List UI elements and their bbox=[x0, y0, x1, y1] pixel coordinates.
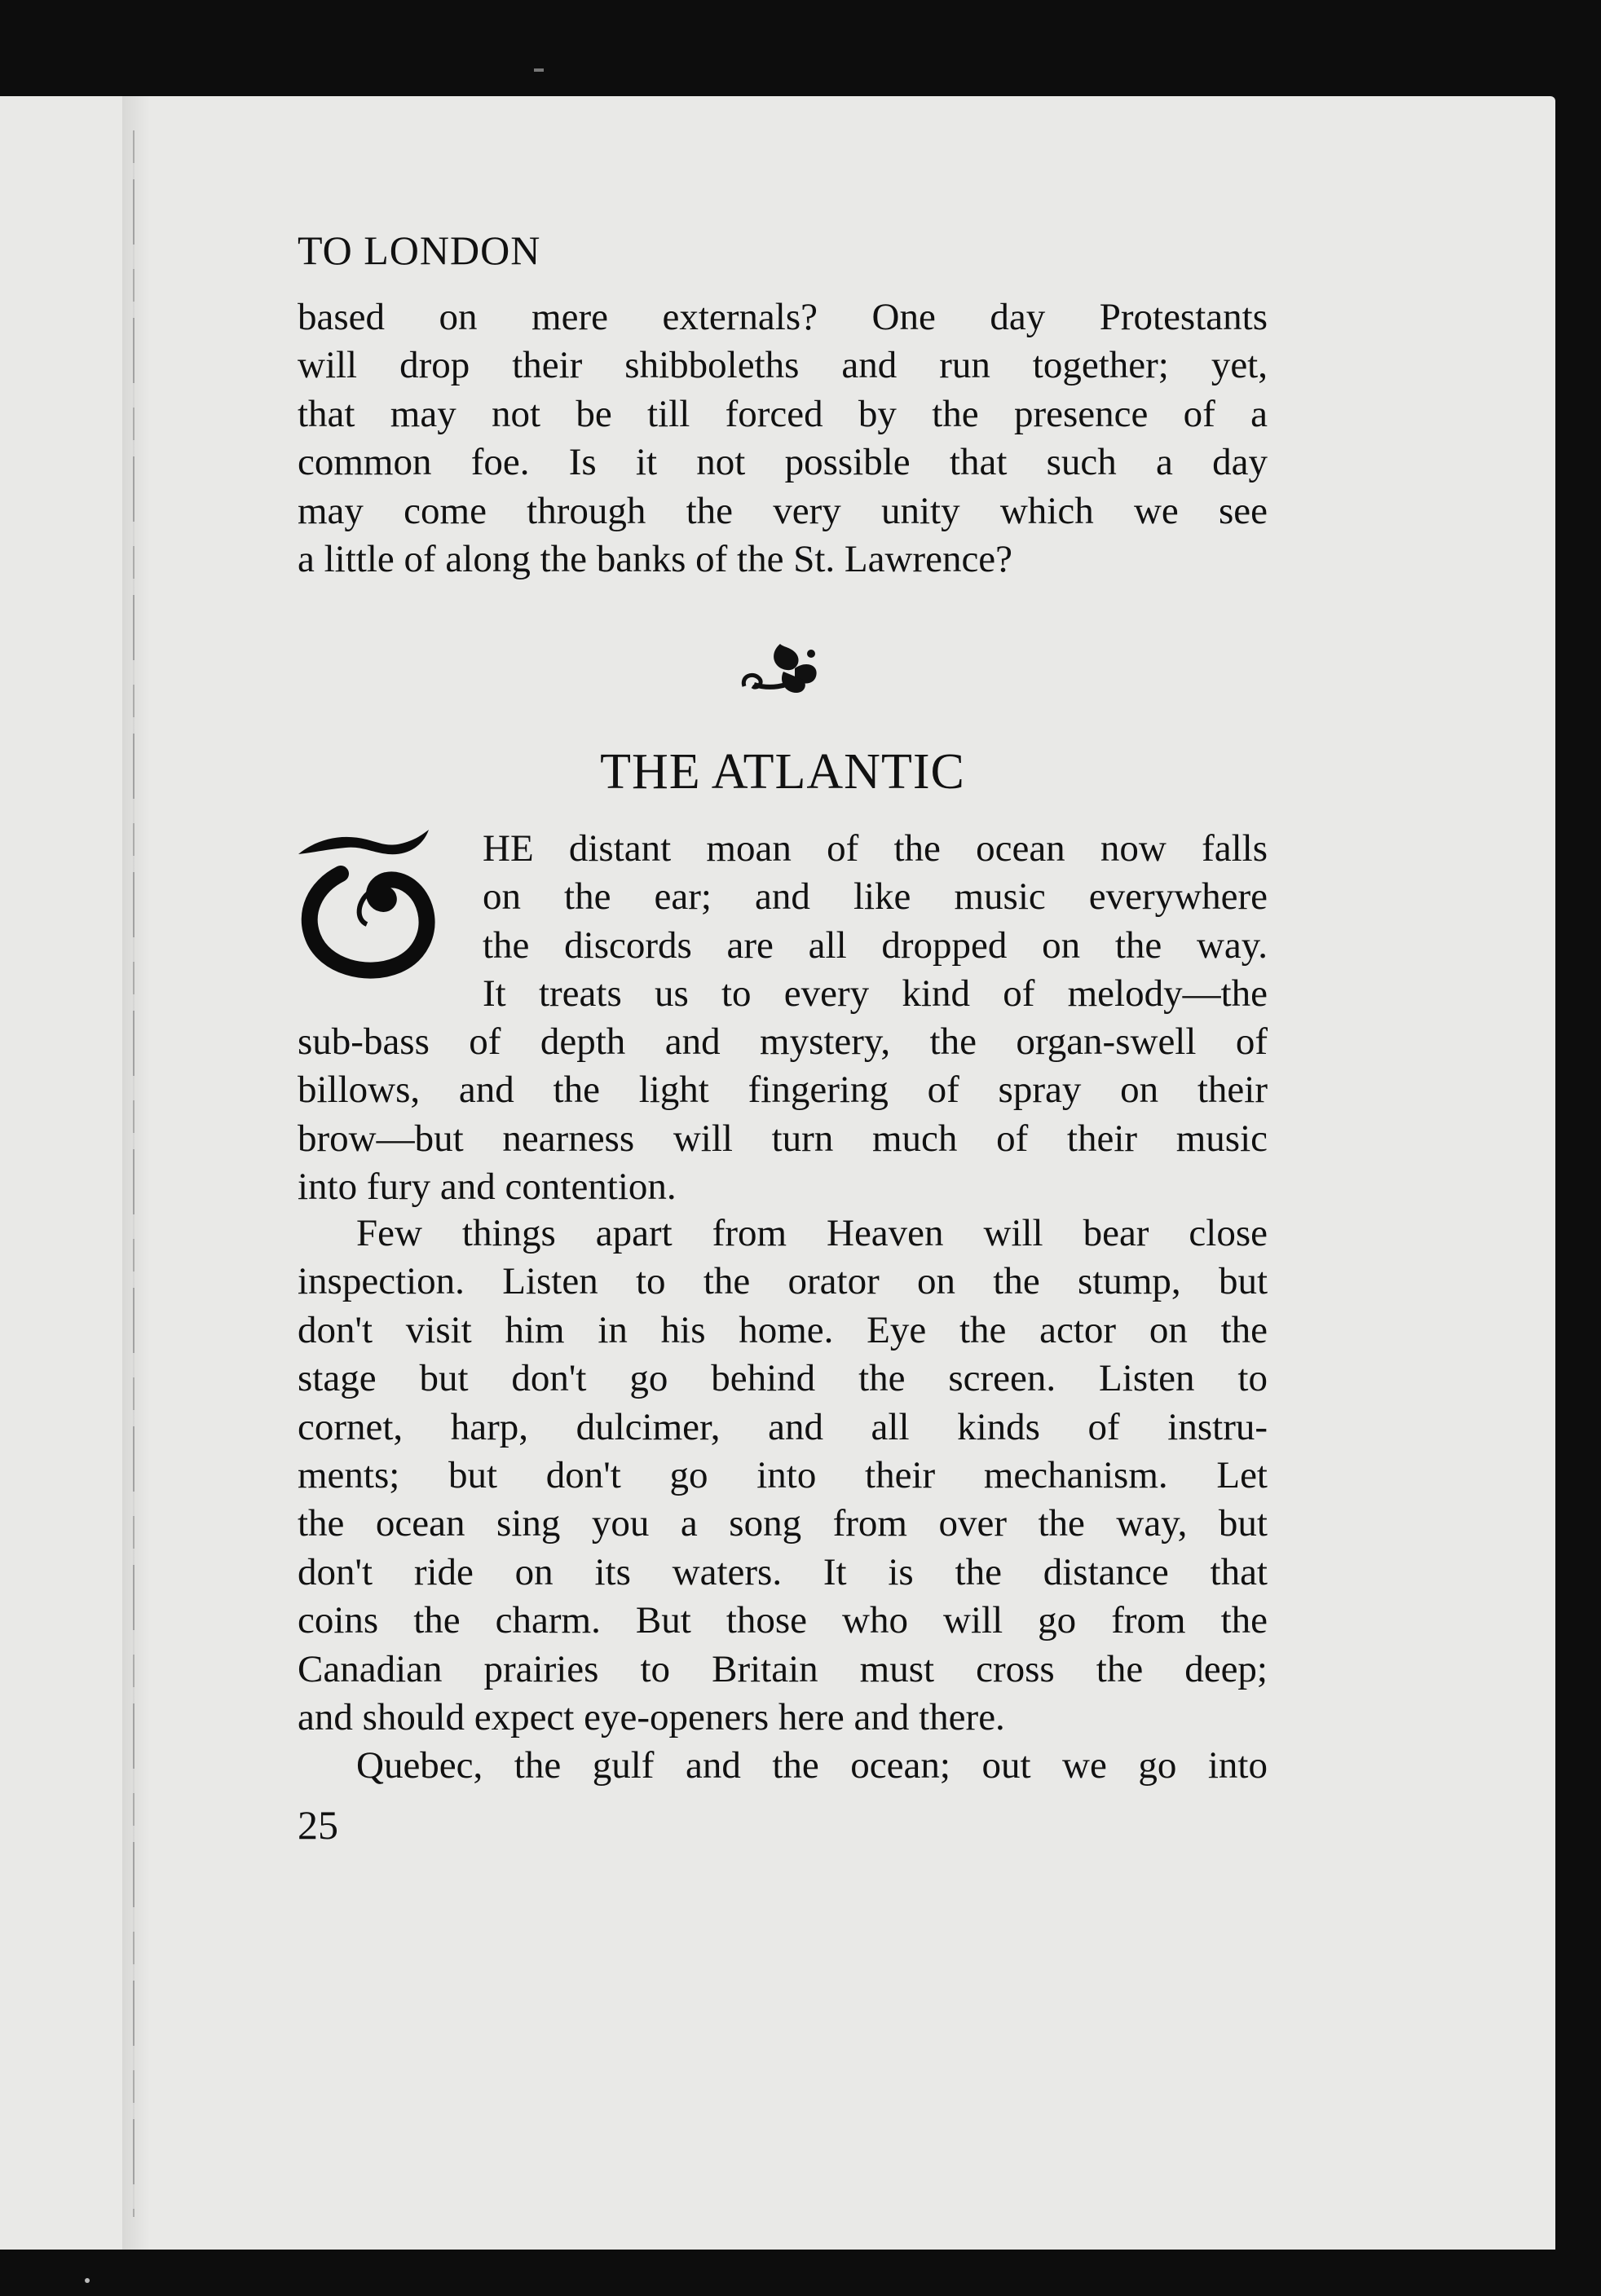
paragraph-continued bbox=[298, 293, 1268, 584]
scan-speck bbox=[534, 68, 544, 72]
text-line: ments; but don't go into their mechanism. Let bbox=[298, 1453, 1268, 1496]
text-line: billows, and the light fingering of spray on their bbox=[298, 1069, 1268, 1112]
text-line: cornet, harp, dulcimer, and all kinds of instru- bbox=[298, 1405, 1268, 1448]
paragraph-opening bbox=[483, 825, 1268, 1019]
text-line: stage but don't go behind the screen. Listen to bbox=[298, 1357, 1268, 1400]
text-line: don't ride on its waters. It is the distance that bbox=[298, 1550, 1268, 1593]
text-line: on the ear; and like music everywhere bbox=[483, 875, 1268, 919]
decorative-drop-cap-icon bbox=[292, 823, 451, 982]
fleuron-ornament-icon bbox=[738, 636, 827, 701]
section-heading: THE ATLANTIC bbox=[600, 744, 965, 800]
text-line: inspection. Listen to the orator on the stump, but bbox=[298, 1260, 1268, 1303]
text-line: may come through the very unity which we see bbox=[298, 489, 1268, 532]
running-head: TO LONDON bbox=[298, 227, 541, 273]
text-line: brow—but nearness will turn much of their music bbox=[298, 1117, 1268, 1160]
text-line: coins the charm. But those who will go from the bbox=[298, 1599, 1268, 1642]
page-number: 25 bbox=[298, 1802, 338, 1848]
paragraph-opening-continued bbox=[298, 1018, 1268, 1212]
text-line: Canadian prairies to Britain must cross the deep; bbox=[298, 1647, 1268, 1690]
text-line: common foe. Is it not possible that such a day bbox=[298, 441, 1268, 484]
text-line: and should expect eye-openers here and there. bbox=[298, 1695, 1005, 1739]
text-line: based on mere externals? One day Protestants bbox=[298, 296, 1268, 338]
text-line: Quebec, the gulf and the ocean; out we go into bbox=[356, 1744, 1268, 1787]
svg-text:T: T bbox=[292, 823, 293, 824]
text-line: don't visit him in his home. Eye the actor on the bbox=[298, 1308, 1268, 1351]
text-line: will drop their shibboleths and run together; yet, bbox=[298, 344, 1268, 387]
scan-speck bbox=[85, 2278, 90, 2283]
text-line: into fury and contention. bbox=[298, 1166, 677, 1209]
text-line: a little of along the banks of the St. Lawrence? bbox=[298, 537, 1013, 580]
gutter-shadow bbox=[133, 130, 135, 2217]
text-line: Few things apart from Heaven will bear close bbox=[356, 1212, 1268, 1254]
text-line: sub-bass of depth and mystery, the organ-swell of bbox=[298, 1020, 1268, 1063]
text-line: the ocean sing you a song from over the way, but bbox=[298, 1502, 1268, 1545]
text-line: the discords are all dropped on the way. bbox=[483, 923, 1268, 967]
text-line: that may not be till forced by the presence of a bbox=[298, 392, 1268, 435]
paragraph-body bbox=[298, 1210, 1268, 1791]
text-line: HE distant moan of the ocean now falls bbox=[483, 827, 1268, 870]
page-gutter bbox=[122, 96, 150, 2250]
text-line: It treats us to every kind of melody—the bbox=[483, 972, 1268, 1016]
